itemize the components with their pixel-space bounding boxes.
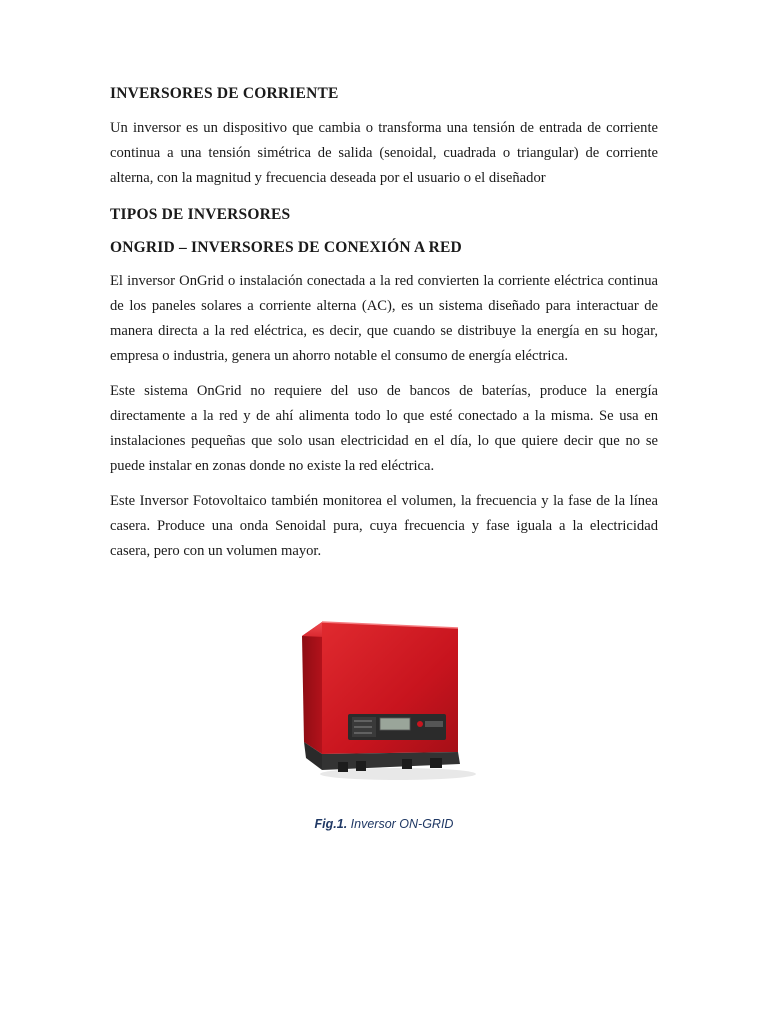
figure-caption-text: Inversor ON-GRID xyxy=(347,817,454,831)
paragraph-intro: Un inversor es un dispositivo que cambia o transforma una tensión de entrada de corriente continua a una tensión simétrica de salida (senoidal, cuadrada o triangular) de corriente alterna, con la magnitud y frecuencia deseada por el usuario o el diseñador xyxy=(110,120,658,186)
paragraph-ongrid-3: Este Inversor Fotovoltaico también monitorea el volumen, la frecuencia y la fase de la línea casera. Produce una onda Senoidal pura, cuya frecuencia y fase iguala a la electricidad casera, pero con un volumen mayor. xyxy=(110,493,658,559)
figure-caption xyxy=(0,817,768,831)
heading-inversores-de-corriente: INVERSORES DE CORRIENTE xyxy=(110,85,339,102)
inverter-image xyxy=(290,606,490,786)
heading-tipos-de-inversores: TIPOS DE INVERSORES xyxy=(110,206,291,223)
paragraph-ongrid-1: El inversor OnGrid o instalación conectada a la red convierten la corriente eléctrica continua de los paneles solares a corriente alterna (AC), es un sistema diseñado para interactuar de manera directa a la red eléctrica, es decir, que cuando se distribuye la energía en su hogar, empresa o industria, genera un ahorro notable el consumo de energía eléctrica. xyxy=(110,273,658,364)
paragraph-ongrid-2: Este sistema OnGrid no requiere del uso de bancos de baterías, produce la energía directamente a la red y de ahí alimenta todo lo que esté conectado a la misma. Se usa en instalaciones pequeñas que solo usan electricidad en el día, lo que quiere decir que no se puede instalar en zonas donde no existe la red eléctrica. xyxy=(110,383,658,474)
document-body xyxy=(110,82,658,564)
inverter-illustration xyxy=(290,606,490,786)
heading-ongrid: ONGRID – INVERSORES DE CONEXIÓN A RED xyxy=(110,239,462,256)
figure-caption-label: Fig.1. xyxy=(314,817,348,831)
